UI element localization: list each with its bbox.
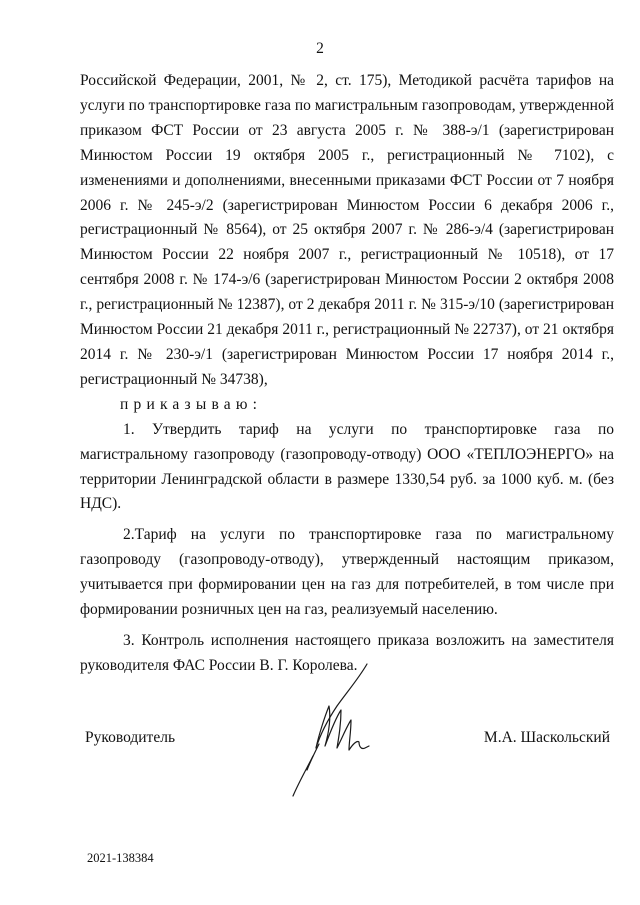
signer-name: М.А. Шаскольский: [483, 729, 610, 746]
signer-title: Руководитель: [85, 729, 176, 746]
document-number: 2021-138384: [87, 851, 154, 865]
handwritten-signature: [285, 660, 385, 800]
order-item-1: 1. Утвердить тариф на услуги по транспортировке газа по магистральному газопроводу (газопроводу-отводу) ООО «ТЕПЛОЭНЕРГО» на территории Ленинградской области в размере 1330,54 руб. за 1000 куб. м. (без НДС).: [80, 420, 614, 513]
order-word: приказываю:: [120, 395, 263, 413]
document-body: [80, 69, 614, 679]
page-number: 2: [316, 40, 324, 57]
paragraph-continuation: Российской Федерации, 2001, № 2, ст. 175), Методикой расчёта тарифов на услуги по транспортировке газа по магистральным газопроводам, утвержденной приказом ФСТ России от 23 августа 2005 г. № 388-э/1 (зарегистрирован Минюстом России 19 октября 2005 г., регистрационный № 7102), с изменениями и дополнениями, внесенными приказами ФСТ России от 7 ноября 2006 г. № 245-э/2 (зарегистрирован Минюстом России 6 декабря 2006 г., регистрационный № 8564), от 25 октября 2007 г. № 286-э/4 (зарегистрирован Минюстом России 22 ноября 2007 г., регистрационный № 10518), от 17 сентября 2008 г. № 174-э/6 (зарегистрирован Минюстом России 2 октября 2008 г., регистрационный № 12387), от 2 декабря 2011 г. № 315-э/10 (зарегистрирован Минюстом России 21 декабря 2011 г., регистрационный № 22737), от 21 октября 2014 г. № 230-э/1 (зарегистрирован Минюстом России 17 ноября 2014 г., регистрационный № 34738),: [80, 72, 614, 388]
order-item-2: 2.Тариф на услуги по транспортировке газа по магистральному газопроводу (газопроводу-отводу), утвержденный настоящим приказом, учитывается при формировании цен на газ для потребителей, в том числе при формировании розничных цен на газ, реализуемый населению.: [80, 526, 614, 619]
order-item-3: 3. Контроль исполнения настоящего приказа возложить на заместителя руководителя ФАС России В. Г. Королева.: [80, 631, 614, 674]
